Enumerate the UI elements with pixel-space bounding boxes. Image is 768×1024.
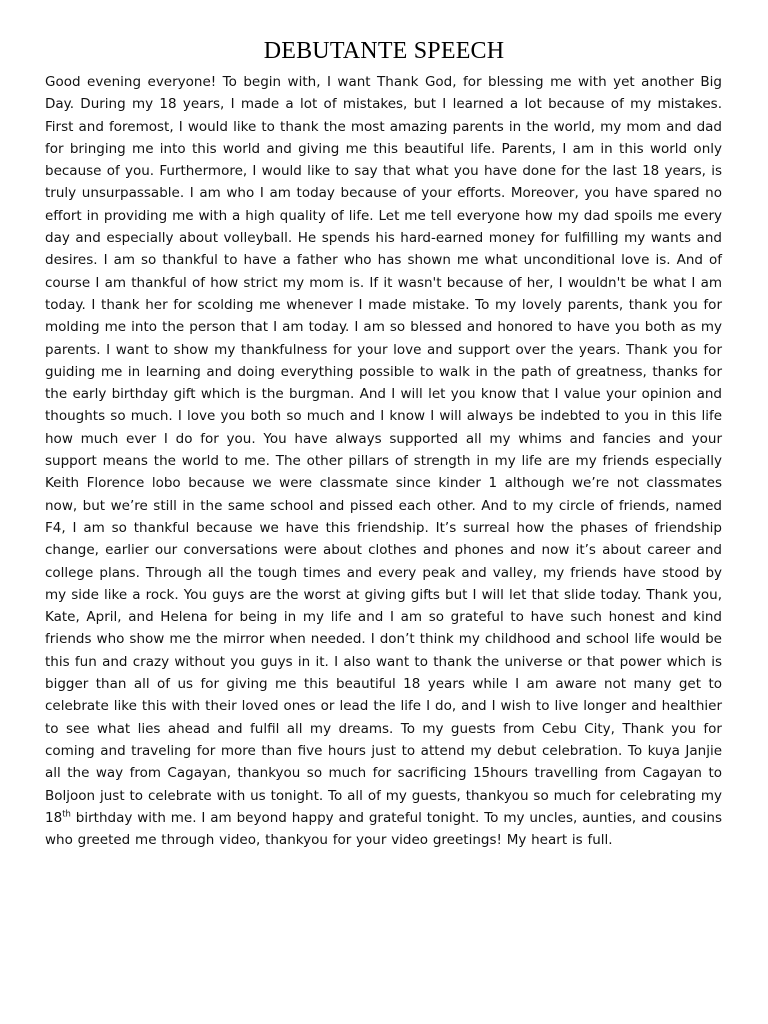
speech-text-part-2: birthday with me. I am beyond happy and grateful tonight. To my uncles, aunties, and cousins who greeted me through video, thankyou for your video greetings! My heart is full. <box>45 809 722 849</box>
ordinal-suffix: th <box>62 809 71 820</box>
document-title: DEBUTANTE SPEECH <box>263 38 505 64</box>
speech-body <box>45 71 722 851</box>
speech-text-part-1: Good evening everyone! To begin with, I want Thank God, for blessing me with yet another Big Day. During my 18 years, I made a lot of mistakes, but I learned a lot because of my mistakes. First and foremost, I would like to thank the most amazing parents in the world, my mom and dad for bringing me into this world and giving me this beautiful life. Parents, I am in this world only because of you. Furthermore, I would like to say that what you have done for the last 18 years, is truly unsurpassable. I am who I am today because of your efforts. Moreover, you have spared no effort in providing me with a high quality of life. Let me tell everyone how my dad spoils me every day and especially about volleyball. He spends his hard-earned money for fulfilling my wants and desires. I am so thankful to have a father who has shown me what unconditional love is. And of course I am thankful of how strict my mom is. If it wasn't because of her, I wouldn't be what I am today. I thank her for scolding me whenever I made mistake. To my lovely parents, thank you for molding me into the person that I am today. I am so blessed and honored to have you both as my parents. I want to show my thankfulness for your love and support over the years. Thank you for guiding me in learning and doing everything possible to walk in the path of greatness, thanks for the early birthday gift which is the burgman. And I will let you know that I value your opinion and thoughts so much. I love you both so much and I know I will always be indebted to you in this life how much ever I do for you. You have always supported all my whims and fancies and your support means the world to me. The other pillars of strength in my life are my friends especially Keith Florence lobo because we were classmate since kinder 1 although we’re not classmates now, but we’re still in the same school and pissed each other. And to my circle of friends, named F4, I am so thankful because we have this friendship. It’s surreal how the phases of friendship change, earlier our conversations were about clothes and phones and now it’s about career and college plans. Through all the tough times and every peak and valley, my friends have stood by my side like a rock. You guys are the worst at giving gifts but I will let that slide today. Thank you, Kate, April, and Helena for being in my life and I am so grateful to have such honest and kind friends who show me the mirror when needed. I don’t think my childhood and school life would be this fun and crazy without you guys in it. I also want to thank the universe or that power which is bigger than all of us for giving me this beautiful 18 years while I am aware not many get to celebrate like this with their loved ones or lead the life I do, and I wish to live longer and healthier to see what lies ahead and fulfil all my dreams. To my guests from Cebu City, Thank you for coming and traveling for more than five hours just to attend my debut celebration. To kuya Janjie all the way from Cagayan, thankyou so much for sacrificing 15hours travelling from Cagayan to Boljoon just to celebrate with us tonight. To all of my guests, thankyou so much for celebrating my 18 <box>45 74 722 826</box>
